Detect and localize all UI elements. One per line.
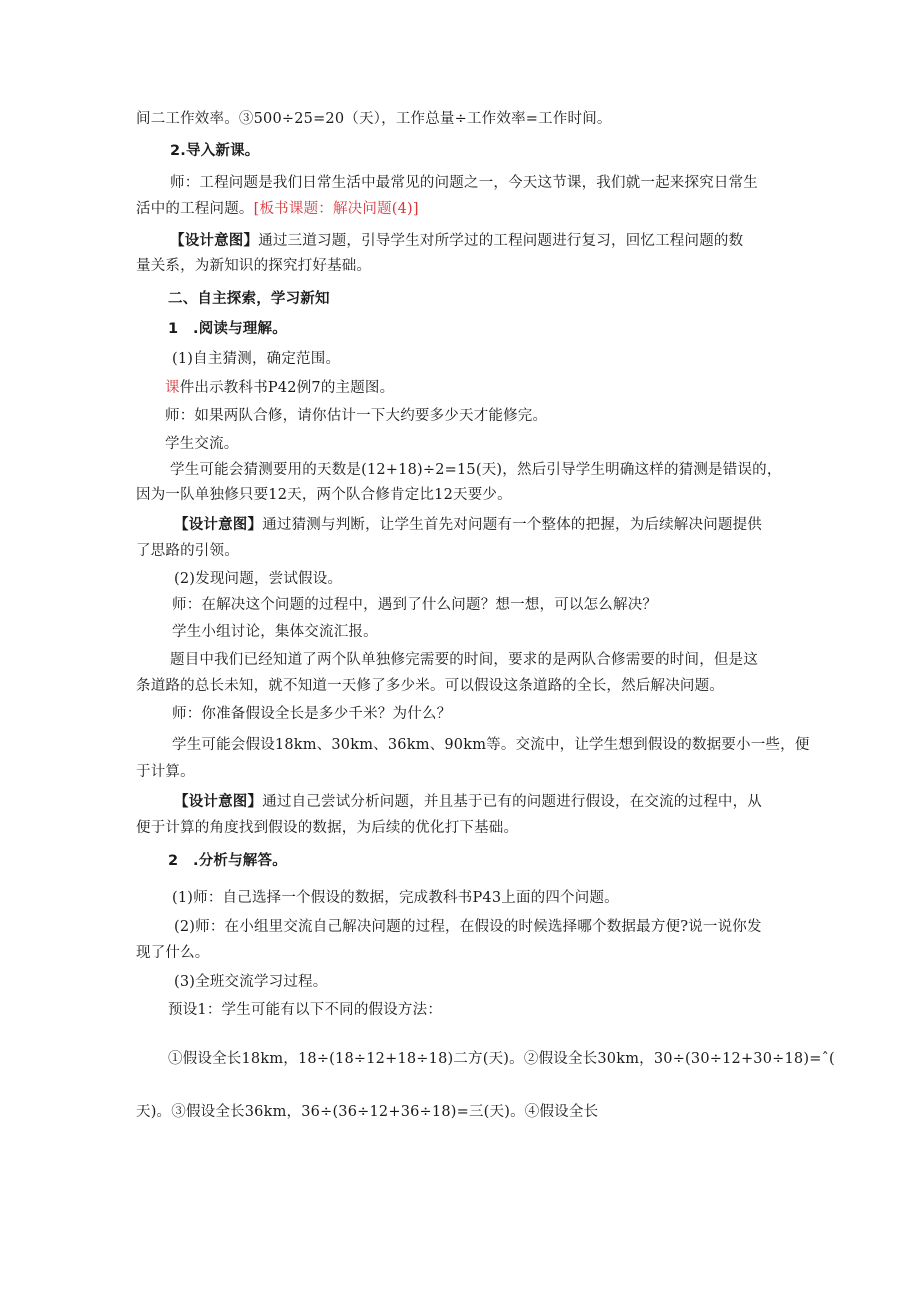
text-line: 师：在解决这个问题的过程中，遇到了什么问题？想一想，可以怎么解决？: [172, 597, 658, 613]
text-span: 活中的工程问题。: [136, 201, 254, 217]
text-line: [165, 377, 825, 399]
text-line: 预设1：学生可能有以下不同的假设方法：: [168, 1002, 443, 1018]
text-line: ①假设全长18km，18÷(18÷12+18÷18)二方(天)。②假设全长30km，30÷(30÷12+30÷18)=ˆ(: [168, 1051, 835, 1067]
text-line: 于计算。: [136, 764, 195, 780]
text-line: [174, 791, 834, 813]
text-line: 师：工程问题是我们日常生活中最常见的问题之一，今天这节课，我们就一起来探究日常生: [170, 175, 758, 191]
text-line: 师：如果两队合修，请你估计一下大约要多少天才能修完。: [165, 408, 548, 424]
text-line: 题目中我们已经知道了两个队单独修完需要的时间，要求的是两队合修需要的时间，但是这: [170, 652, 758, 668]
text-span: 通过猜测与判断，让学生首先对问题有一个整体的把握，为后续解决问题提供: [262, 517, 762, 533]
text-line: (3)全班交流学习过程。: [174, 974, 328, 990]
text-span: 课: [165, 380, 180, 396]
text-line: 条道路的总长未知，就不知道一天修了多少米。可以假设这条道路的全长，然后解决问题。: [136, 678, 724, 694]
section-heading: 2.导入新课。: [170, 143, 260, 159]
text-line: 量关系，为新知识的探究打好基础。: [136, 258, 372, 274]
text-line: (2)师：在小组里交流自己解决问题的过程，在假设的时候选择哪个数据最方便?说一说你发: [174, 919, 762, 935]
text-line: 学生可能会假设18km、30km、36km、90km等。交流中，让学生想到假设的数据要小一些，便: [172, 737, 810, 753]
text-span: 通过三道习题，引导学生对所学过的工程问题进行复习，回忆工程问题的数: [258, 233, 744, 249]
text-line: [170, 230, 830, 252]
text-line: 学生交流。: [165, 436, 239, 452]
text-span: 件出示教科书P42例7的主题图。: [179, 380, 395, 396]
section-heading: 二、自主探索，学习新知: [168, 291, 330, 307]
text-line: 学生小组讨论，集体交流汇报。: [172, 624, 378, 640]
text-line: 现了什么。: [136, 945, 210, 961]
design-intent-label: 【设计意图】: [170, 233, 259, 249]
text-line: 了思路的引领。: [136, 543, 239, 559]
board-title: [板书课题：解决问题(4)]: [253, 201, 419, 217]
text-line: 师：你准备假设全长是多少千米？为什么？: [172, 706, 452, 722]
text-line: (1)师：自己选择一个假设的数据，完成教科书P43上面的四个问题。: [172, 890, 619, 906]
text-span: 通过自己尝试分析问题，并且基于已有的问题进行假设，在交流的过程中，从: [262, 794, 762, 810]
text-line: 因为一队单独修只要12天，两个队合修肯定比12天要少。: [136, 487, 512, 503]
text-line: 便于计算的角度找到假设的数据，为后续的优化打下基础。: [136, 820, 519, 836]
text-line: [136, 198, 796, 220]
section-heading: 2 .分析与解答。: [168, 853, 287, 869]
design-intent-label: 【设计意图】: [174, 517, 263, 533]
text-line: (2)发现问题，尝试假设。: [174, 571, 343, 587]
text-line: (1)自主猜测，确定范围。: [172, 351, 341, 367]
text-line: 天)。③假设全长36km，36÷(36÷12+36÷18)=三(天)。④假设全长: [136, 1104, 599, 1120]
section-heading: 1 .阅读与理解。: [168, 321, 287, 337]
text-line: 间二工作效率。③500÷25=20（天），工作总量÷工作效率=工作时间。: [136, 111, 612, 127]
design-intent-label: 【设计意图】: [174, 794, 263, 810]
text-line: [174, 514, 834, 536]
text-line: 学生可能会猜测要用的天数是(12+18)÷2=15(天)，然后引导学生明确这样的猜测是错误的，: [170, 462, 782, 478]
